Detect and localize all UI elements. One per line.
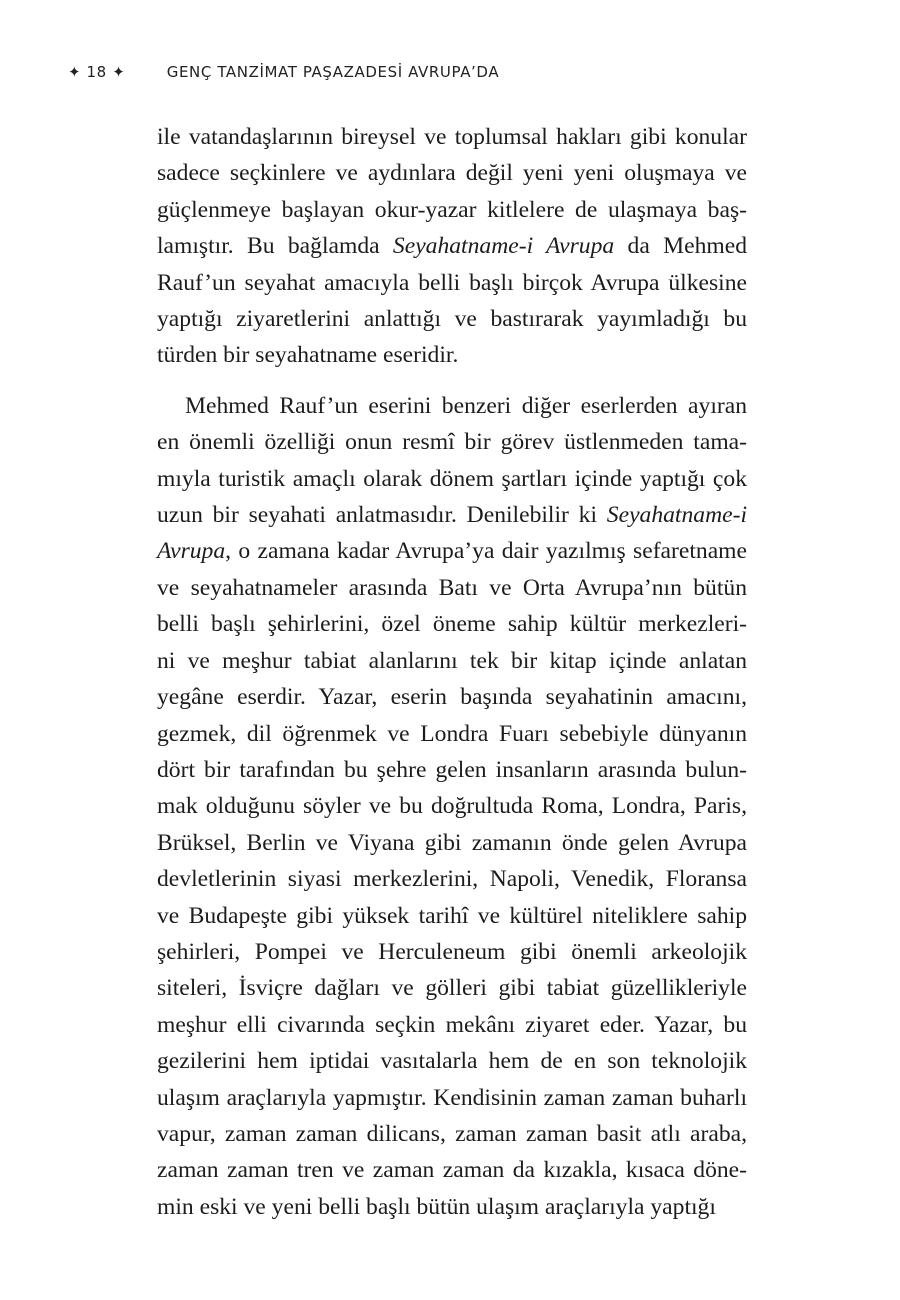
text-line <box>157 752 747 788</box>
text-segment: yegâne eserdir. Yazar, eserin başında seyahatinin amacını, <box>157 684 747 711</box>
text-line <box>157 898 747 934</box>
text-segment: devletlerinin siyasi merkezlerini, Napoli, Venedik, Floransa <box>157 866 747 893</box>
text-line <box>157 497 747 533</box>
italic-title: Seyahatname-i Avrupa <box>392 233 615 260</box>
text-line <box>157 1152 747 1188</box>
text-segment: mıyla turistik amaçlı olarak dönem şartları içinde yaptığı çok <box>157 465 747 492</box>
text-segment: Brüksel, Berlin ve Viyana gibi zamanın önde gelen Avrupa <box>157 829 747 856</box>
text-segment: en önemli özelliği onun resmî bir görev üstlenmeden tama- <box>157 429 747 456</box>
text-segment: min eski ve yeni belli başlı bütün ulaşım araçlarıyla yaptığı <box>157 1193 716 1220</box>
italic-title: Seyahatname-i <box>606 502 747 529</box>
text-line <box>157 265 747 301</box>
text-line <box>157 228 747 264</box>
text-line <box>157 337 747 373</box>
text-line <box>157 424 747 460</box>
text-line <box>157 716 747 752</box>
text-segment: ile vatandaşlarının bireysel ve toplumsal hakları gibi konular <box>157 124 747 150</box>
italic-title: Avrupa <box>157 538 226 565</box>
text-segment: mak olduğunu söyler ve bu doğrultuda Roma, Londra, Paris, <box>157 793 747 820</box>
paragraph <box>157 388 747 1225</box>
text-line <box>157 570 747 606</box>
text-line <box>157 861 747 897</box>
page-number: ✦ 18 ✦ <box>68 63 126 81</box>
text-line <box>157 461 747 497</box>
text-segment: ve seyahatnameler arasında Batı ve Orta Avrupa’nın bütün <box>157 574 747 601</box>
text-segment: ve Budapeşte gibi yüksek tarihî ve kültürel niteliklere sahip <box>157 902 747 929</box>
text-line <box>157 1189 747 1225</box>
text-line <box>157 388 747 424</box>
text-line <box>157 192 747 228</box>
text-segment: yaptığı ziyaretlerini anlattığı ve bastırarak yayımladığı bu <box>157 306 747 333</box>
text-segment: Rauf’un seyahat amacıyla belli başlı birçok Avrupa ülkesine <box>157 269 747 296</box>
text-segment: da Mehmed <box>614 233 747 260</box>
text-line <box>157 970 747 1006</box>
text-segment: lamıştır. Bu bağlamda <box>157 233 393 260</box>
body-text <box>157 119 747 1225</box>
text-segment: belli başlı şehirlerini, özel öneme sahip kültür merkezleri- <box>157 611 747 638</box>
text-segment: şehirleri, Pompei ve Herculeneum gibi önemli arkeolojik <box>157 938 747 965</box>
text-segment: Mehmed Rauf’un eserini benzeri diğer eserlerden ayıran <box>185 392 747 419</box>
paragraph-spacing <box>157 374 747 388</box>
running-title: GENÇ TANZİMAT PAŞAZADESİ AVRUPA’DA <box>166 63 500 81</box>
text-line <box>157 788 747 824</box>
text-line <box>157 643 747 679</box>
text-line <box>157 301 747 337</box>
text-segment: dört bir tarafından bu şehre gelen insanların arasında bulun- <box>157 756 747 783</box>
text-line <box>157 155 747 191</box>
text-segment: gezilerini hem iptidai vasıtalarla hem de en son teknolojik <box>157 1048 747 1075</box>
text-line <box>157 679 747 715</box>
text-segment: gezmek, dil öğrenmek ve Londra Fuarı sebebiyle dünyanın <box>157 720 747 747</box>
text-line <box>157 1116 747 1152</box>
text-segment: sadece seçkinlere ve aydınlara değil yeni yeni oluşmaya ve <box>157 160 747 187</box>
text-line <box>157 1007 747 1043</box>
text-segment: zaman zaman tren ve zaman zaman da kızakla, kısaca döne- <box>157 1157 747 1184</box>
text-line <box>157 606 747 642</box>
text-line <box>157 119 747 155</box>
text-segment: ni ve meşhur tabiat alanlarını tek bir kitap içinde anlatan <box>157 647 747 674</box>
text-line <box>157 934 747 970</box>
running-head <box>68 63 499 81</box>
text-line <box>157 1043 747 1079</box>
text-segment: türden bir seyahatname eseridir. <box>157 342 459 369</box>
text-segment: vapur, zaman zaman dilicans, zaman zaman basit atlı araba, <box>157 1120 747 1147</box>
text-segment: , o zamana kadar Avrupa’ya dair yazılmış sefaretname <box>225 538 747 565</box>
text-segment: güçlenmeye başlayan okur-yazar kitlelere de ulaşmaya baş- <box>157 196 747 223</box>
text-segment: meşhur elli civarında seçkin mekânı ziyaret eder. Yazar, bu <box>157 1011 747 1038</box>
paragraph <box>157 119 747 374</box>
text-segment: uzun bir seyahati anlatmasıdır. Denilebilir ki <box>157 502 607 529</box>
text-line <box>157 825 747 861</box>
text-line <box>157 1080 747 1116</box>
text-line <box>157 533 747 569</box>
text-segment: ulaşım araçlarıyla yapmıştır. Kendisinin zaman zaman buharlı <box>157 1084 747 1111</box>
text-segment: siteleri, İsviçre dağları ve gölleri gibi tabiat güzellikleriyle <box>157 975 747 1002</box>
